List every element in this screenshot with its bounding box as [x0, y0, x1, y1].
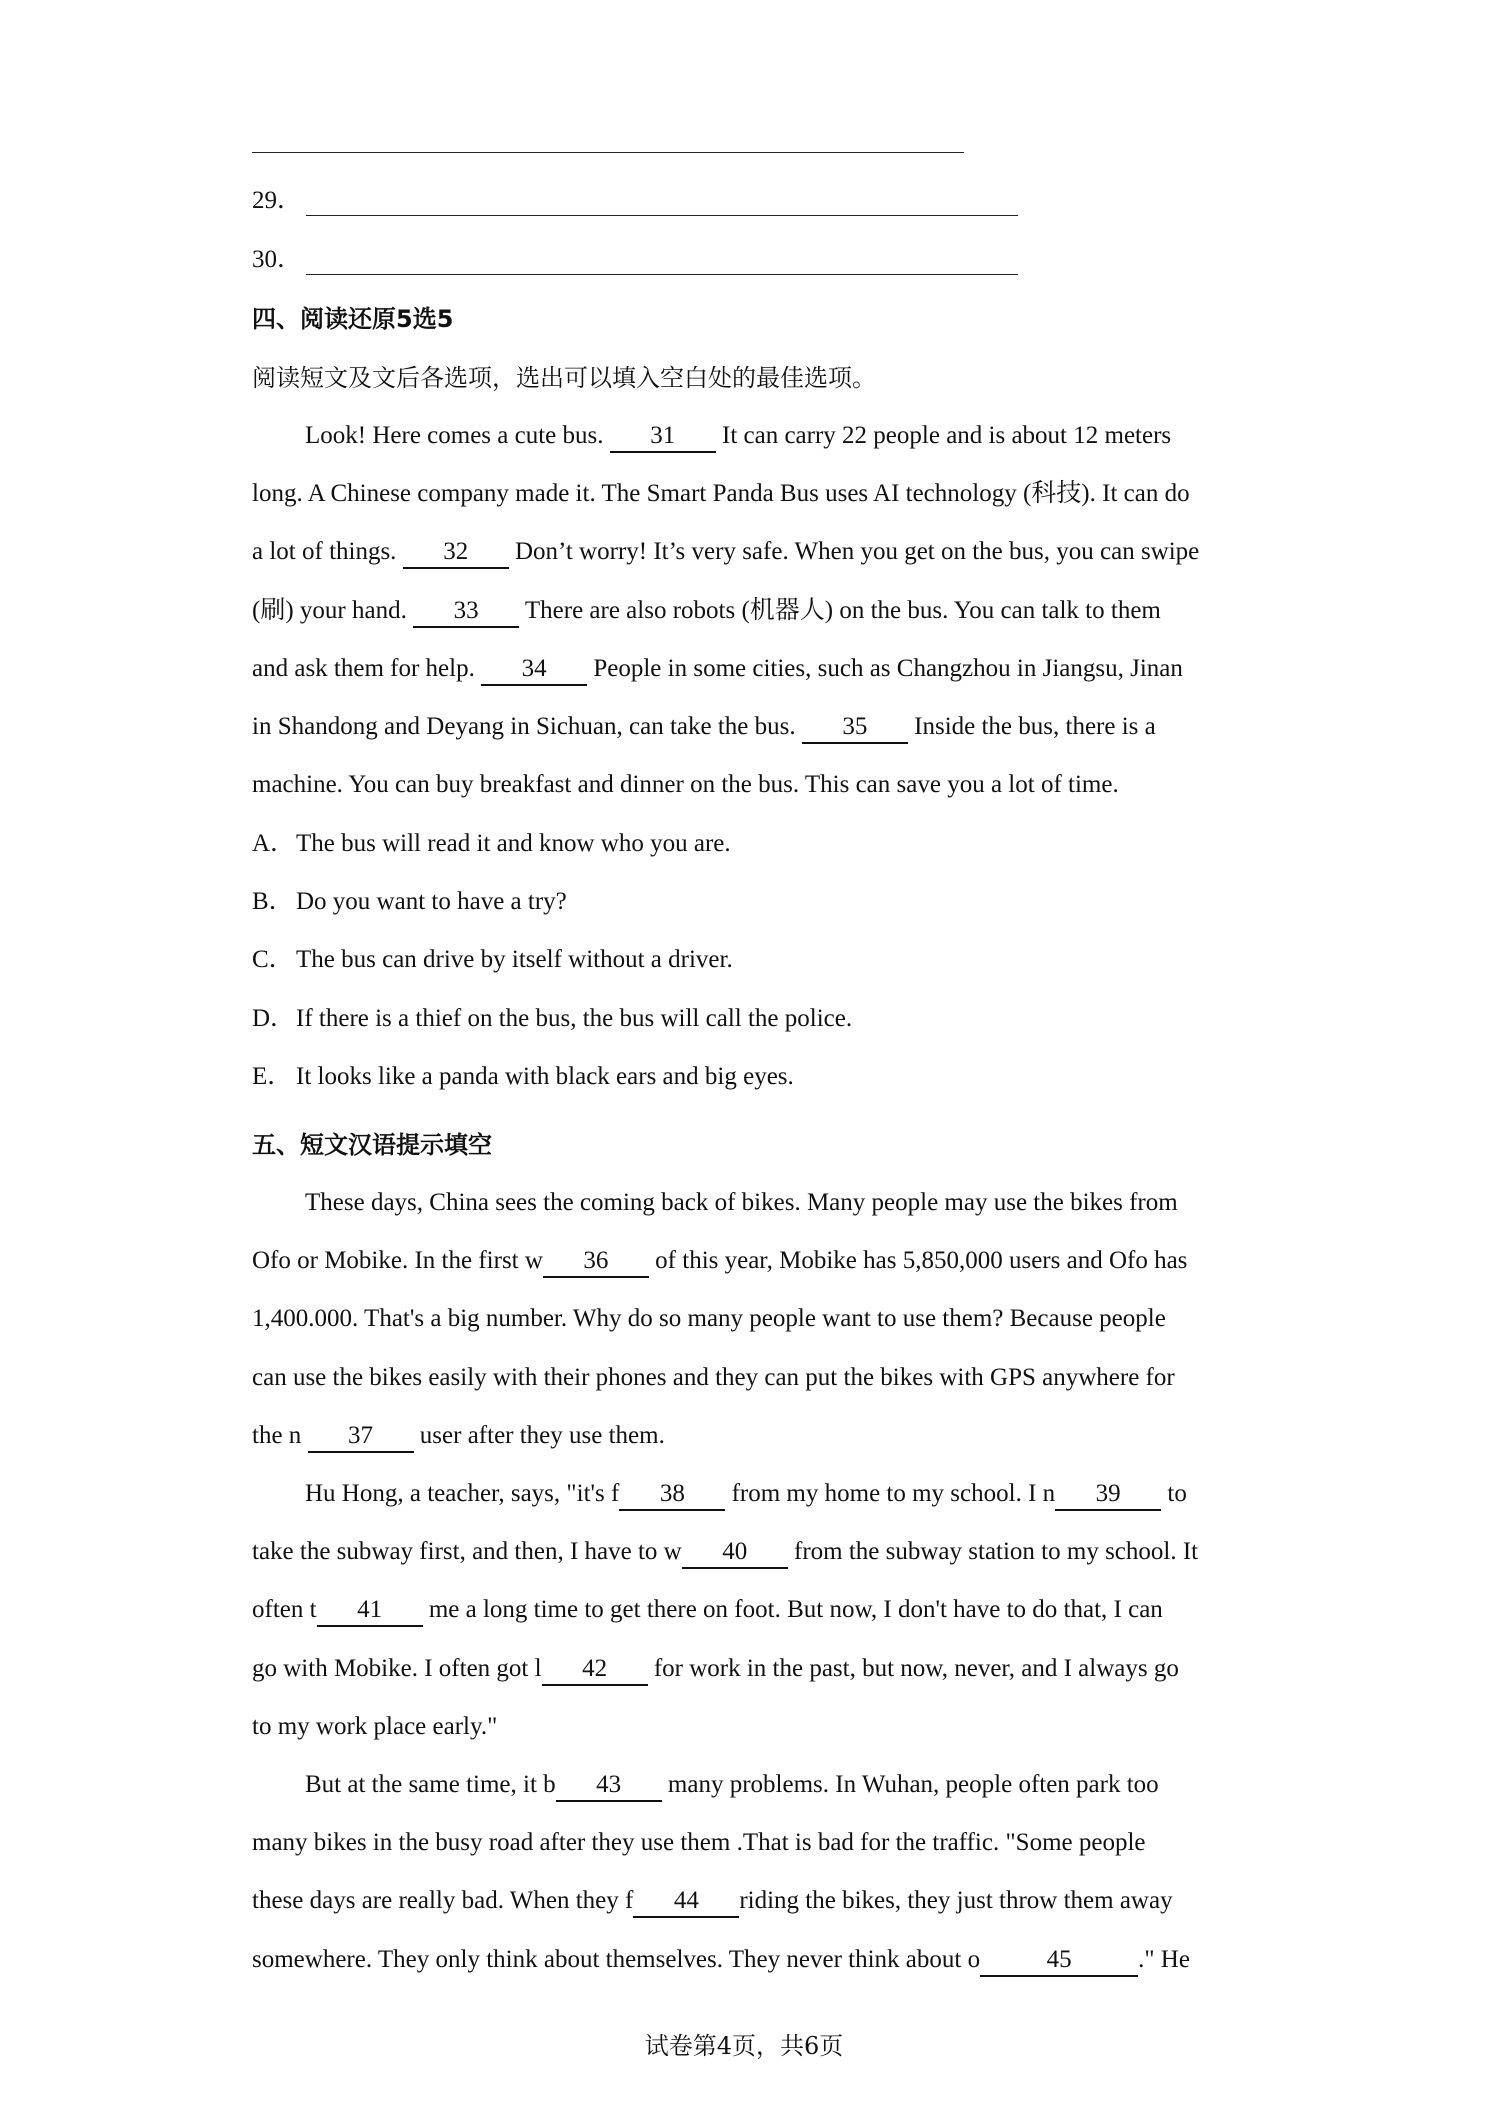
answer-number: 29．	[252, 187, 303, 214]
answer-line-30	[252, 231, 1252, 289]
blank-36[interactable]: 36	[543, 1246, 649, 1278]
option-text: Do you want to have a try?	[296, 888, 567, 916]
passage-line	[252, 640, 1252, 698]
option-text: The bus will read it and know who you are.	[296, 830, 731, 857]
passage-text: riding the bikes, they just throw them away	[739, 1887, 1173, 1915]
blank-40[interactable]: 40	[682, 1537, 788, 1569]
passage-line	[252, 582, 1252, 640]
passage-line	[252, 698, 1252, 756]
passage-line	[252, 1290, 1252, 1348]
passage-text: often t	[252, 1596, 317, 1624]
passage-line	[305, 407, 1305, 465]
option-e	[252, 1048, 1252, 1106]
passage-text: But at the same time, it b	[305, 1771, 556, 1798]
option-c	[252, 931, 1252, 989]
option-label: D．	[252, 1004, 296, 1032]
option-text: It looks like a panda with black ears and big eyes.	[296, 1062, 794, 1090]
blank-31[interactable]: 31	[610, 421, 716, 453]
passage-line	[252, 1698, 1252, 1756]
passage-line	[252, 523, 1252, 581]
answer-line-28-rule	[252, 152, 964, 153]
option-label: C．	[252, 946, 294, 974]
passage-text: There are also robots (机器人) on the bus. You can talk to them	[519, 596, 1161, 624]
passage-text: of this year, Mobike has 5,850,000 users and Ofo has	[648, 1247, 1188, 1275]
passage-text: many bikes in the busy road after they use them .That is bad for the traffic. "Some people	[252, 1829, 1146, 1857]
page-footer: 试卷第4页，共6页	[644, 2032, 844, 2060]
passage-text: go with Mobike. I often got l	[252, 1654, 542, 1682]
blank-35[interactable]: 35	[802, 712, 908, 744]
passage-line	[305, 1756, 1305, 1814]
passage-text: 1,400.000. That's a big number. Why do so many people want to use them? Because people	[252, 1305, 1166, 1333]
option-text: The bus can drive by itself without a driver.	[296, 946, 733, 974]
passage-text: ." He	[1138, 1945, 1190, 1973]
option-label: A．	[252, 830, 296, 857]
blank-38[interactable]: 38	[619, 1479, 725, 1511]
blank-32[interactable]: 32	[403, 537, 509, 569]
passage-line	[305, 1465, 1305, 1523]
passage-text: the n	[252, 1421, 308, 1449]
option-text: If there is a thief on the bus, the bus will call the police.	[296, 1004, 853, 1032]
passage-text: to	[1161, 1480, 1187, 1507]
passage-text: somewhere. They only think about themselves. They never think about o	[252, 1945, 981, 1973]
answer-number: 30．	[252, 246, 303, 273]
blank-33[interactable]: 33	[413, 596, 519, 628]
blank-37[interactable]: 37	[308, 1421, 414, 1453]
passage-line	[252, 1872, 1252, 1930]
passage-line	[252, 1349, 1252, 1407]
passage-text: can use the bikes easily with their phones and they can put the bikes with GPS anywhere for	[252, 1363, 1175, 1391]
passage-text: Inside the bus, there is a	[907, 713, 1156, 740]
passage-line	[252, 465, 1252, 523]
passage-text: (刷) your hand.	[252, 596, 414, 624]
answer-blank[interactable]	[306, 248, 1018, 275]
passage-line	[305, 1174, 1305, 1232]
blank-42[interactable]: 42	[542, 1654, 648, 1686]
passage-text: Look! Here comes a cute bus.	[305, 422, 610, 449]
answer-blank[interactable]	[306, 189, 1018, 216]
passage-line	[252, 1931, 1252, 1989]
passage-line	[252, 1814, 1252, 1872]
option-a	[252, 815, 1252, 873]
blank-34[interactable]: 34	[481, 654, 587, 686]
option-b	[252, 873, 1252, 931]
option-label: B．	[252, 888, 294, 916]
blank-41[interactable]: 41	[317, 1595, 423, 1627]
passage-text: user after they use them.	[413, 1421, 665, 1449]
section-5-heading: 五、短文汉语提示填空	[252, 1131, 492, 1159]
passage-text: a lot of things.	[252, 538, 403, 566]
passage-text: Don’t worry! It’s very safe. When you get on the bus, you can swipe	[508, 538, 1200, 566]
passage-text: It can carry 22 people and is about 12 meters	[715, 422, 1172, 449]
option-d	[252, 990, 1252, 1048]
passage-text: from my home to my school. I n	[725, 1480, 1056, 1507]
passage-text: long. A Chinese company made it. The Smart Panda Bus uses AI technology (科技). It can do	[252, 480, 1190, 508]
passage-text: Hu Hong, a teacher, says, "it's f	[305, 1480, 620, 1507]
passage-text: People in some cities, such as Changzhou in Jiangsu, Jinan	[587, 654, 1183, 682]
passage-text: Ofo or Mobike. In the first w	[252, 1247, 543, 1275]
passage-text: and ask them for help.	[252, 654, 482, 682]
section-4-instruction: 阅读短文及文后各选项，选出可以填入空白处的最佳选项。	[252, 364, 876, 392]
option-label: E．	[252, 1062, 293, 1090]
passage-text: me a long time to get there on foot. But now, I don't have to do that, I can	[422, 1596, 1163, 1624]
passage-line	[252, 1523, 1252, 1581]
passage-text: from the subway station to my school. It	[787, 1538, 1199, 1566]
passage-text: these days are really bad. When they f	[252, 1887, 634, 1915]
passage-text: These days, China sees the coming back of bikes. Many people may use the bikes from	[305, 1189, 1178, 1216]
passage-line	[252, 1581, 1252, 1639]
passage-text: many problems. In Wuhan, people often park too	[661, 1771, 1159, 1798]
section-4-heading: 四、阅读还原5选5	[252, 305, 454, 333]
answer-line-29	[252, 172, 1252, 230]
passage-line	[252, 756, 1252, 814]
blank-39[interactable]: 39	[1055, 1479, 1161, 1511]
passage-text: machine. You can buy breakfast and dinner on the bus. This can save you a lot of time.	[252, 771, 1119, 799]
blank-45[interactable]: 45	[980, 1945, 1138, 1977]
blank-43[interactable]: 43	[556, 1770, 662, 1802]
blank-44[interactable]: 44	[633, 1886, 739, 1918]
passage-line	[252, 1407, 1252, 1465]
passage-text: for work in the past, but now, never, and I always go	[647, 1654, 1179, 1682]
passage-line	[252, 1232, 1252, 1290]
passage-text: to my work place early."	[252, 1712, 498, 1740]
passage-line	[252, 1640, 1252, 1698]
passage-text: take the subway first, and then, I have to w	[252, 1538, 682, 1566]
passage-text: in Shandong and Deyang in Sichuan, can take the bus.	[252, 713, 802, 740]
